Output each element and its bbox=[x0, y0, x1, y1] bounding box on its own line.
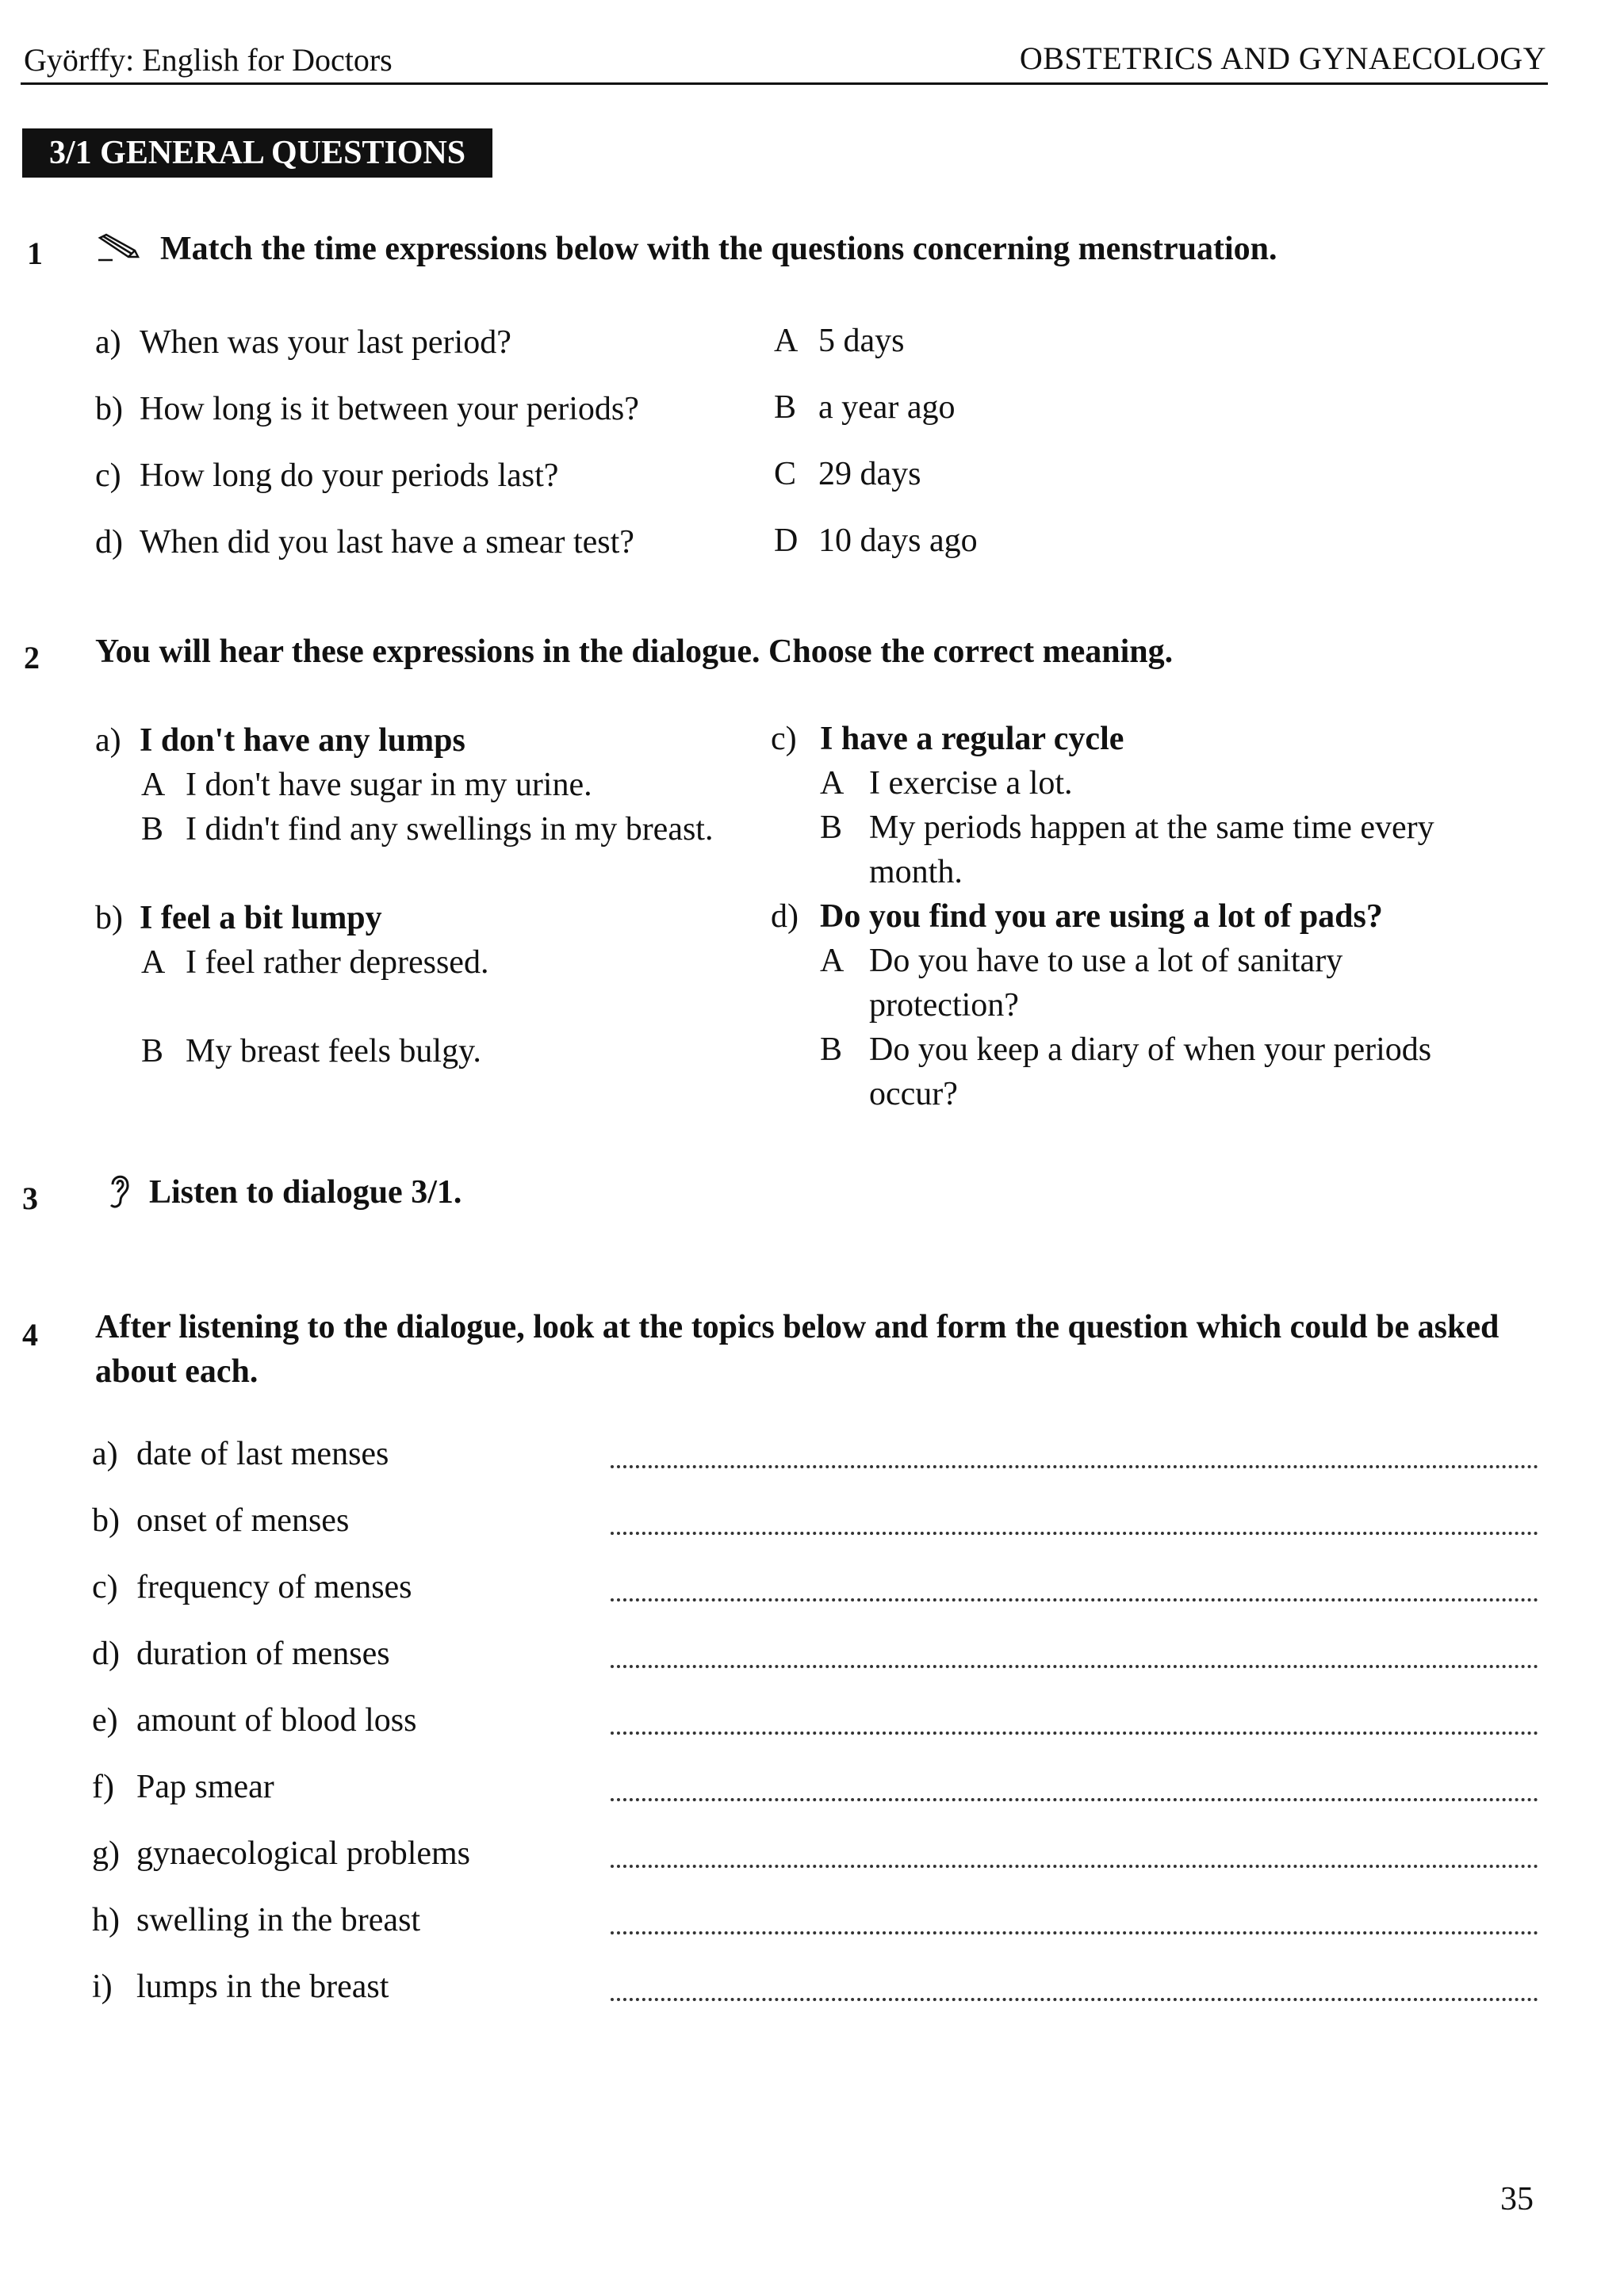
pencil-icon bbox=[97, 232, 143, 270]
answer-line-b[interactable] bbox=[611, 1532, 1538, 1535]
question-number-3: 3 bbox=[22, 1181, 38, 1216]
header-rule bbox=[21, 82, 1548, 85]
q1-answer-B: B a year ago bbox=[774, 389, 956, 426]
question-2-instruction: You will hear these expressions in the dialogue. Choose the correct meaning. bbox=[95, 633, 1174, 670]
q1-answer-D: D 10 days ago bbox=[774, 522, 978, 559]
q4-topic-e: e) amount of blood loss bbox=[92, 1702, 417, 1739]
question-number-1: 1 bbox=[27, 235, 43, 271]
answer-line-c[interactable] bbox=[611, 1598, 1538, 1601]
section-title: 3/1 GENERAL QUESTIONS bbox=[22, 128, 492, 178]
q2-item-d: d) Do you find you are using a lot of pads? bbox=[771, 898, 1383, 935]
q4-topic-i: i) lumps in the breast bbox=[92, 1969, 389, 2005]
q2-d-option-B-continued: occur? bbox=[869, 1076, 958, 1112]
page-number: 35 bbox=[1500, 2181, 1534, 2218]
question-1-instruction bbox=[97, 230, 1277, 270]
running-header-left: Györffy: English for Doctors bbox=[24, 42, 393, 78]
q4-topic-c: c) frequency of menses bbox=[92, 1569, 412, 1605]
question-3-instruction bbox=[106, 1170, 462, 1220]
answer-line-i[interactable] bbox=[611, 1998, 1538, 2001]
q4-topic-b: b) onset of menses bbox=[92, 1502, 350, 1539]
q4-topic-a: a) date of last menses bbox=[92, 1436, 389, 1472]
q2-a-option-B: B I didn't find any swellings in my breast. bbox=[141, 811, 714, 848]
q2-item-b: b) I feel a bit lumpy bbox=[95, 900, 382, 936]
answer-line-h[interactable] bbox=[611, 1931, 1538, 1934]
q2-b-option-B: B My breast feels bulgy. bbox=[141, 1033, 481, 1070]
q2-b-option-A: A I feel rather depressed. bbox=[141, 944, 489, 981]
q1-question-d: d) When did you last have a smear test? bbox=[95, 524, 634, 561]
q4-topic-f: f) Pap smear bbox=[92, 1769, 274, 1805]
answer-line-a[interactable] bbox=[611, 1465, 1538, 1468]
q2-d-option-B: B Do you keep a diary of when your periods bbox=[820, 1031, 1432, 1068]
q2-d-option-A: A Do you have to use a lot of sanitary bbox=[820, 943, 1343, 979]
question-number-2: 2 bbox=[24, 640, 40, 675]
answer-line-d[interactable] bbox=[611, 1665, 1538, 1668]
q2-c-option-B: B My periods happen at the same time every bbox=[820, 809, 1434, 846]
q2-item-c: c) I have a regular cycle bbox=[771, 721, 1124, 757]
q1-question-a: a) When was your last period? bbox=[95, 324, 511, 361]
question-4-instruction: After listening to the dialogue, look at the topics below and form the question which could be asked about each. bbox=[95, 1309, 1500, 1390]
ear-icon bbox=[106, 1170, 132, 1220]
q4-topic-g: g) gynaecological problems bbox=[92, 1835, 471, 1872]
answer-line-e[interactable] bbox=[611, 1732, 1538, 1735]
q2-d-option-A-continued: protection? bbox=[869, 987, 1019, 1024]
q1-answer-C: C 29 days bbox=[774, 456, 921, 492]
q2-c-option-B-continued: month. bbox=[869, 854, 963, 890]
q1-question-c: c) How long do your periods last? bbox=[95, 457, 559, 494]
question-number-4: 4 bbox=[22, 1317, 38, 1353]
answer-line-f[interactable] bbox=[611, 1798, 1538, 1801]
q1-question-b: b) How long is it between your periods? bbox=[95, 391, 639, 427]
q1-answer-A: A 5 days bbox=[774, 323, 905, 359]
question-3-text: Listen to dialogue 3/1. bbox=[149, 1174, 462, 1211]
q2-item-a: a) I don't have any lumps bbox=[95, 722, 465, 759]
q2-a-option-A: A I don't have sugar in my urine. bbox=[141, 767, 592, 803]
q4-topic-d: d) duration of menses bbox=[92, 1636, 390, 1672]
answer-line-g[interactable] bbox=[611, 1865, 1538, 1868]
q4-topic-h: h) swelling in the breast bbox=[92, 1902, 421, 1938]
running-header-right: OBSTETRICS AND GYNAECOLOGY bbox=[1019, 40, 1546, 76]
q2-c-option-A: A I exercise a lot. bbox=[820, 765, 1073, 802]
question-1-text: Match the time expressions below with the questions concerning menstruation. bbox=[160, 231, 1277, 267]
